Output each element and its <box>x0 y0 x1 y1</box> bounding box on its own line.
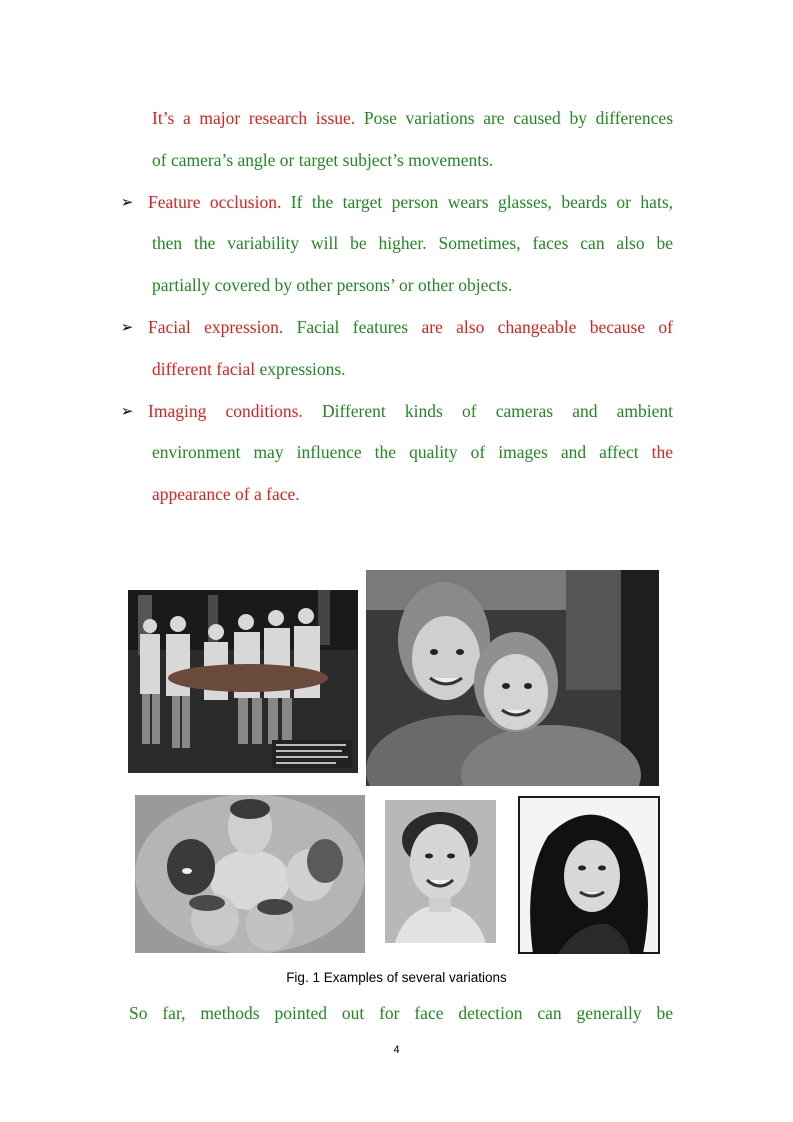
bullet1-line1 <box>148 191 673 213</box>
bullet2-text-a: Facial features <box>283 317 409 337</box>
para1-green-text: Pose variations are caused by differences <box>355 108 674 128</box>
bullet3-heading: Imaging conditions. <box>148 401 303 421</box>
bullet-arrow-icon: ➢ <box>120 193 134 211</box>
two-girls-photo <box>366 570 659 786</box>
bullet3-line3: appearance of a face. <box>152 484 300 504</box>
rotated-faces-photo <box>135 795 365 953</box>
para1-red-text: It’s a major research issue. <box>152 108 356 128</box>
bullet3-line2 <box>152 441 673 463</box>
group-photo <box>128 590 358 773</box>
bullet2-heading: Facial expression. <box>148 317 284 337</box>
woman-portrait-photo <box>518 796 660 954</box>
bullet1-line2: then the variability will be higher. Sometimes, faces can also be <box>152 233 673 253</box>
page-number: 4 <box>393 1044 400 1056</box>
bullet2-line1 <box>148 316 673 338</box>
bullet2-line2-green: expressions. <box>255 359 346 379</box>
bullet3-line2-green: environment may influence the quality of images and affect <box>152 442 639 462</box>
figure-caption: Fig. 1 Examples of several variations <box>286 970 507 985</box>
bullet-arrow-icon: ➢ <box>120 402 134 420</box>
bullet3-text: Different kinds of cameras and ambient <box>302 401 674 421</box>
smiling-man-photo <box>385 800 496 943</box>
closing-line: So far, methods pointed out for face detection can generally be <box>129 1003 673 1023</box>
bullet1-text: If the target person wears glasses, beards or hats, <box>281 192 674 212</box>
para1-line1 <box>152 107 673 129</box>
bullet2-line2-red: different facial <box>152 359 256 379</box>
bullet1-heading: Feature occlusion. <box>148 192 282 212</box>
bullet3-line1 <box>148 400 673 422</box>
bullet2-text-b: are also changeable because of <box>408 317 673 337</box>
bullet-arrow-icon: ➢ <box>120 318 134 336</box>
bullet1-line3: partially covered by other persons’ or other objects. <box>152 275 513 295</box>
bullet3-line2-red: the <box>638 442 673 462</box>
bullet2-line2 <box>152 358 346 380</box>
para1-line2: of camera’s angle or target subject’s movements. <box>152 150 494 170</box>
